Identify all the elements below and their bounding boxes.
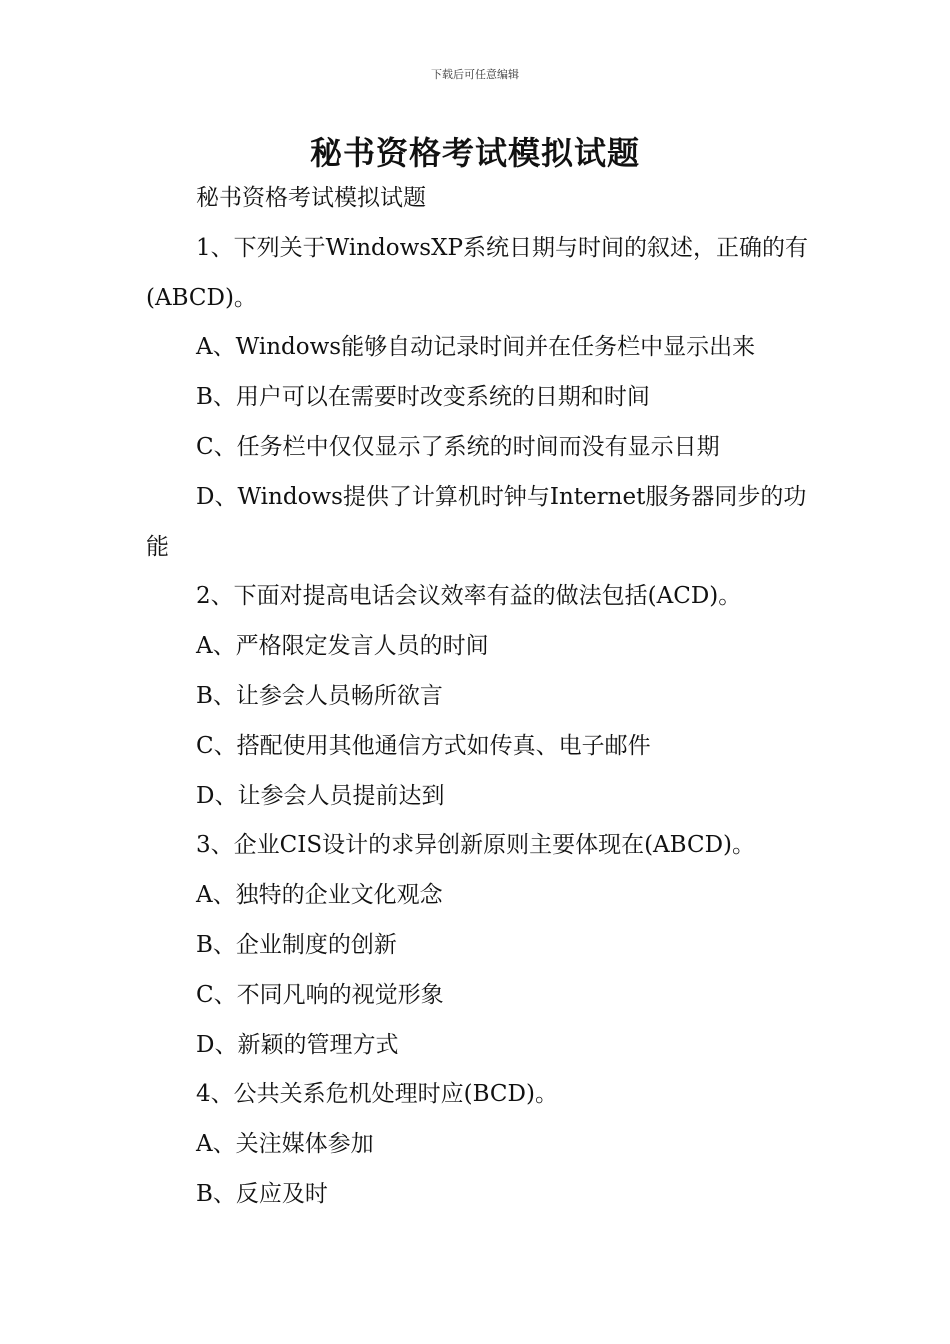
question-3: 3、企业CIS设计的求异创新原则主要体现在(ABCD)。 — [196, 832, 755, 859]
q1-option-b: B、用户可以在需要时改变系统的日期和时间 — [196, 384, 650, 411]
q2-option-b: B、让参会人员畅所欲言 — [196, 682, 443, 709]
q2-option-a: A、严格限定发言人员的时间 — [196, 633, 489, 660]
q4-option-b: B、反应及时 — [196, 1180, 328, 1207]
q1-option-c: C、任务栏中仅仅显示了系统的时间而没有显示日期 — [196, 433, 720, 460]
q4-option-a: A、关注媒体参加 — [196, 1131, 374, 1158]
q3-option-b: B、企业制度的创新 — [196, 931, 397, 958]
q3-option-a: A、独特的企业文化观念 — [196, 882, 443, 909]
q1-option-d: D、Windows提供了计算机时钟与Internet服务器同步的功能 — [146, 483, 807, 560]
document-title: 秘书资格考试模拟试题 — [309, 134, 640, 172]
question-1: 1、下列关于WindowsXP系统日期与时间的叙述，正确的有(ABCD)。 — [146, 234, 808, 311]
header-note: 下载后可任意编辑 — [431, 68, 519, 81]
document-body — [146, 174, 816, 1220]
question-4: 4、公共关系危机处理时应(BCD)。 — [196, 1081, 558, 1108]
q3-option-c: C、不同凡响的视觉形象 — [196, 981, 444, 1008]
question-2: 2、下面对提高电话会议效率有益的做法包括(ACD)。 — [196, 583, 742, 610]
q1-option-a: A、Windows能够自动记录时间并在任务栏中显示出来 — [196, 334, 756, 361]
paragraph-subtitle: 秘书资格考试模拟试题 — [196, 185, 426, 211]
q2-option-c: C、搭配使用其他通信方式如传真、电子邮件 — [196, 732, 651, 759]
q2-option-d: D、让参会人员提前达到 — [196, 782, 445, 809]
q3-option-d: D、新颖的管理方式 — [196, 1031, 399, 1058]
